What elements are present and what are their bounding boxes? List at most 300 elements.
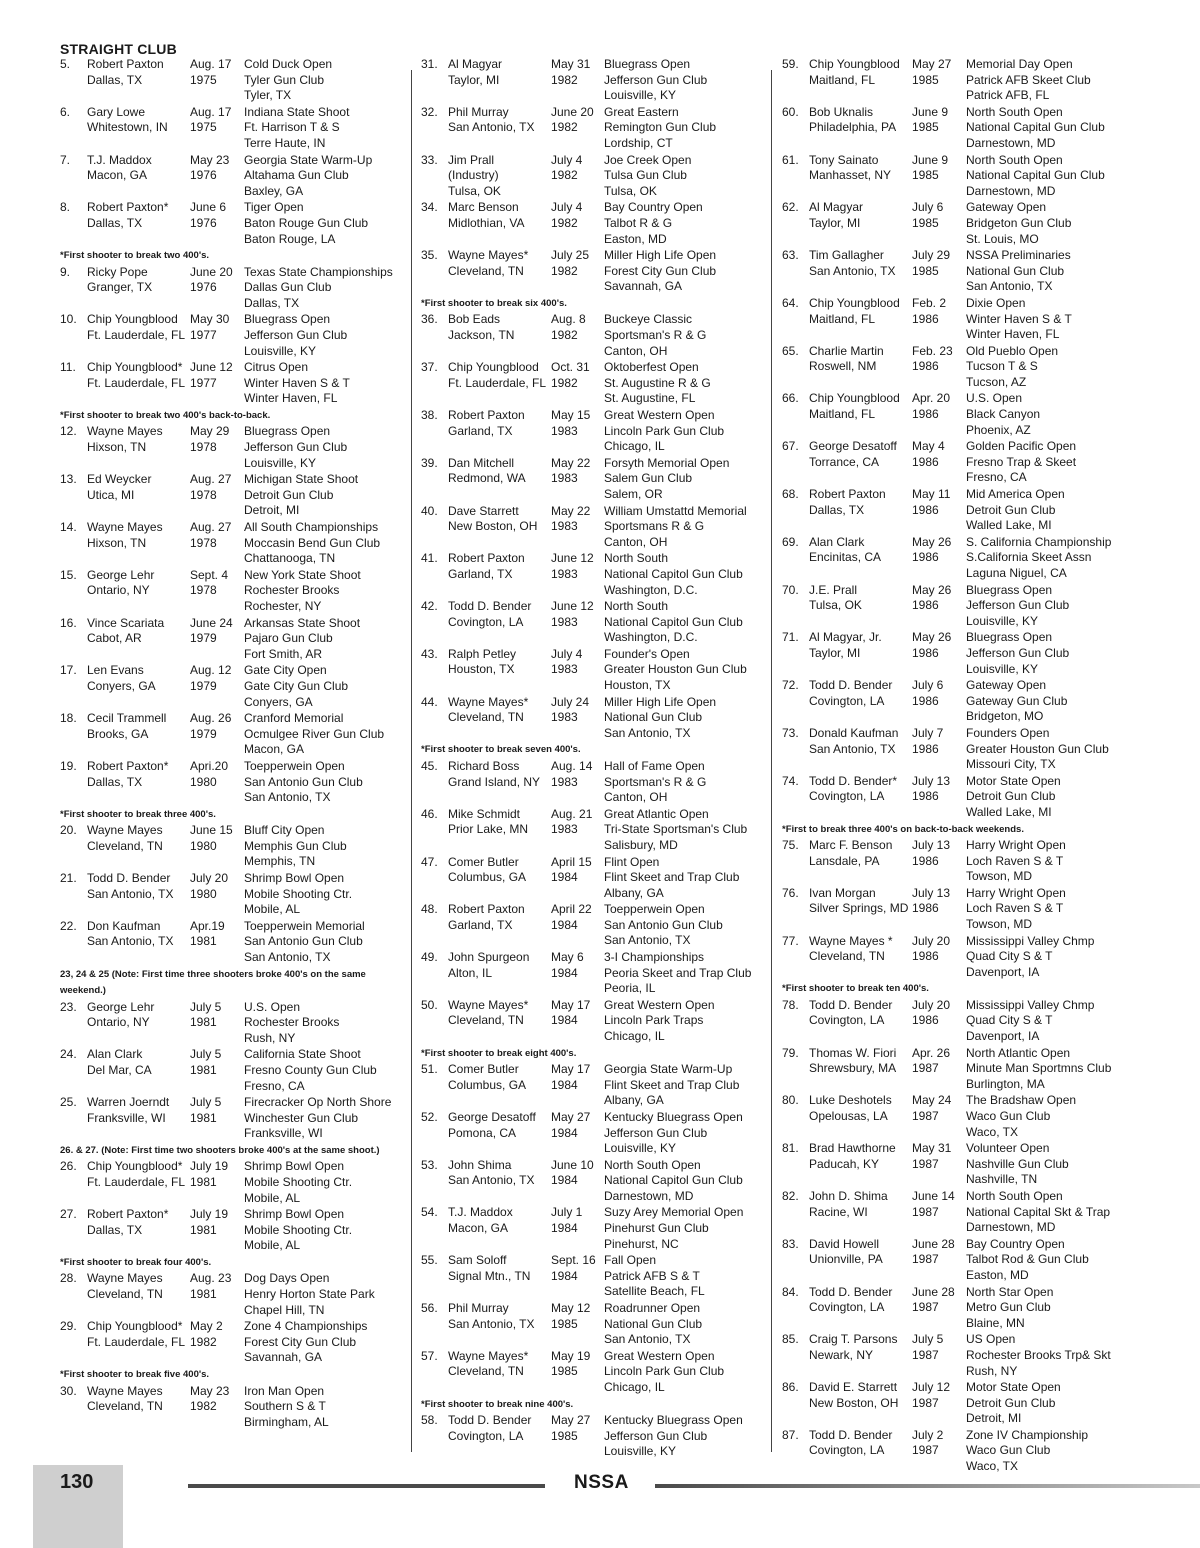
entry-number: 72. <box>782 678 799 693</box>
event-club: Detroit Gun Club <box>966 502 1056 517</box>
list-item <box>782 774 1182 821</box>
event-club: Henry Horton State Park <box>244 1287 375 1302</box>
event-city: Detroit, MI <box>244 503 300 518</box>
shooter-line <box>421 1110 551 1126</box>
shooter-cell <box>60 919 190 966</box>
shooter-line <box>782 886 912 902</box>
shoot-year: 1980 <box>190 886 217 901</box>
date-cell <box>912 774 966 821</box>
shooter-location: San Antonio, TX <box>448 1316 535 1331</box>
shooter-line <box>782 487 912 503</box>
shoot-date: Apr.19 <box>190 918 225 933</box>
shooter-line <box>421 1205 551 1221</box>
shooter-line <box>782 1093 912 1109</box>
event-cell <box>966 774 1182 821</box>
shoot-date: July 5 <box>190 999 222 1014</box>
shoot-year: 1982 <box>551 120 578 135</box>
date-cell <box>190 919 244 966</box>
shoot-date: Aug. 12 <box>190 663 232 678</box>
shoot-year: 1986 <box>912 454 939 469</box>
event-city: Bridgeton, MO <box>966 709 1044 724</box>
date-cell <box>551 950 604 997</box>
shooter-cell <box>782 726 912 773</box>
event-name: NSSA Preliminaries <box>966 248 1071 263</box>
shooter-location: Macon, GA <box>448 1221 509 1236</box>
shooter-name: Sam Soloff <box>448 1253 507 1268</box>
event-name: Cranford Memorial <box>244 711 344 726</box>
shooter-name: Ed Weycker <box>87 472 152 487</box>
shooter-cell <box>782 1046 912 1093</box>
event-name: Mississippi Valley Chmp <box>966 933 1095 948</box>
shooter-location: New Boston, OH <box>448 519 538 534</box>
shooter-location: Covington, LA <box>809 1443 885 1458</box>
shoot-year: 1983 <box>551 566 578 581</box>
shooter-location: Philadelphia, PA <box>809 120 897 135</box>
event-name: California State Shoot <box>244 1047 361 1062</box>
shoot-date: May 15 <box>551 407 591 422</box>
event-cell <box>966 1428 1182 1475</box>
entry-number: 23. <box>60 999 77 1014</box>
entry-number: 18. <box>60 711 77 726</box>
list-item <box>782 1285 1182 1332</box>
date-cell <box>912 886 966 933</box>
shooter-cell <box>421 807 551 854</box>
event-club: Sportsman's R & G <box>604 328 707 342</box>
date-cell <box>912 296 966 343</box>
list-item <box>782 998 1182 1045</box>
event-name: Bluegrass Open <box>244 424 331 439</box>
event-cell <box>604 1301 766 1348</box>
date-cell <box>551 408 604 455</box>
event-city: Salisbury, MD <box>604 837 678 852</box>
list-item <box>782 200 1182 247</box>
event-cell <box>604 1158 766 1205</box>
entry-number: 78. <box>782 997 799 1012</box>
shoot-date: July 5 <box>912 1332 944 1347</box>
footnote: *First shooter to break five 400's. <box>60 1369 210 1381</box>
list-item <box>421 408 766 455</box>
entry-number: 12. <box>60 424 77 439</box>
event-cell <box>604 1062 766 1109</box>
event-name: Mississippi Valley Chmp <box>966 997 1095 1012</box>
entry-number: 76. <box>782 885 799 900</box>
shooter-line <box>421 1062 551 1078</box>
event-cell <box>604 647 766 694</box>
shoot-year: 1987 <box>912 1156 939 1171</box>
shooter-location: Paducah, KY <box>809 1156 880 1171</box>
shooter-name: Todd D. Bender* <box>809 773 898 788</box>
entry-number: 82. <box>782 1188 799 1203</box>
shooter-name: Wayne Mayes* <box>448 248 529 263</box>
event-club: Mobile Shooting Ctr. <box>244 886 353 901</box>
shooter-cell <box>60 1095 190 1142</box>
shoot-date: June 6 <box>190 200 227 215</box>
shoot-date: May 26 <box>912 582 952 597</box>
event-city: Washington, D.C. <box>604 582 698 597</box>
shoot-year: 1979 <box>190 726 217 741</box>
event-cell <box>966 1237 1182 1284</box>
event-name: Forsyth Memorial Open <box>604 455 730 470</box>
shooter-line <box>782 344 912 360</box>
shooter-cell <box>421 57 551 104</box>
shooter-line <box>60 1095 190 1111</box>
list-item <box>60 1159 405 1206</box>
event-cell <box>966 296 1182 343</box>
shoot-year: 1979 <box>190 631 217 646</box>
list-item <box>782 886 1182 933</box>
footnote: *First shooter to break ten 400's. <box>782 983 929 995</box>
shooter-cell <box>421 998 551 1045</box>
event-cell <box>244 424 405 471</box>
list-item <box>421 200 766 247</box>
shooter-cell <box>421 1205 551 1252</box>
shooter-cell <box>60 265 190 312</box>
shooter-name: George Lehr <box>87 999 155 1014</box>
event-name: Iron Man Open <box>244 1383 325 1398</box>
list-item <box>60 265 405 312</box>
shooter-line <box>60 1271 190 1287</box>
event-club: Tri-State Sportsman's Club <box>604 822 748 837</box>
event-cell <box>604 759 766 806</box>
shooter-name: Chip Youngblood* <box>87 1159 183 1174</box>
shoot-date: July 13 <box>912 838 951 852</box>
date-cell <box>551 248 604 295</box>
date-cell <box>190 57 244 104</box>
event-name: Flint Open <box>604 854 660 869</box>
shooter-line <box>60 424 190 440</box>
shooter-cell <box>421 599 551 646</box>
event-club: Rochester Brooks <box>244 583 340 598</box>
entry-number: 11. <box>60 360 76 375</box>
event-club: Gate City Gun Club <box>244 678 349 693</box>
event-city: Louisville, KY <box>244 343 317 358</box>
shooter-line <box>60 1047 190 1063</box>
event-city: Blaine, MN <box>966 1315 1025 1330</box>
shooter-cell <box>782 1237 912 1284</box>
shooter-line <box>60 312 190 328</box>
event-name: Shrimp Bowl Open <box>244 1159 345 1174</box>
shooter-name: Al Magyar <box>448 57 503 71</box>
event-cell <box>244 1159 405 1206</box>
shoot-date: May 2 <box>190 1319 223 1334</box>
date-cell <box>551 1253 604 1300</box>
shooter-name: Tim Gallagher <box>809 248 884 263</box>
shooter-name: John Shima <box>448 1157 512 1172</box>
shooter-cell <box>60 871 190 918</box>
event-name: North Atlantic Open <box>966 1045 1071 1060</box>
list-item <box>782 248 1182 295</box>
list-item <box>421 1349 766 1396</box>
event-cell <box>966 200 1182 247</box>
shooter-location: Houston, TX <box>448 662 515 677</box>
event-club: Southern S & T <box>244 1399 326 1414</box>
entry-number: 58. <box>421 1413 438 1428</box>
shoot-year: 1983 <box>551 710 578 725</box>
event-cell <box>244 312 405 359</box>
shooter-line <box>421 248 551 264</box>
shoot-date: July 5 <box>190 1095 222 1110</box>
event-name: US Open <box>966 1332 1016 1347</box>
shoot-year: 1983 <box>551 774 578 789</box>
shooter-name: Comer Butler <box>448 854 519 869</box>
event-city: Rochester, NY <box>244 599 322 613</box>
event-club: San Antonio Gun Club <box>244 934 363 949</box>
shooter-name: Phil Murray <box>448 104 509 119</box>
event-club: Baton Rouge Gun Club <box>244 215 369 230</box>
shooter-name: Len Evans <box>87 663 144 678</box>
shoot-year: 1976 <box>190 168 217 183</box>
shooter-name: T.J. Maddox <box>448 1205 513 1220</box>
shoot-date: June 20 <box>551 104 594 119</box>
shoot-year: 1984 <box>551 1268 578 1283</box>
shooter-name: Alan Clark <box>87 1047 143 1062</box>
shoot-year: 1985 <box>912 72 939 87</box>
shooter-cell <box>782 248 912 295</box>
shooter-line <box>421 599 551 615</box>
event-cell <box>244 1271 405 1318</box>
shoot-date: Aug. 17 <box>190 104 232 119</box>
event-name: William Umstattd Memorial <box>604 503 747 518</box>
list-item <box>421 360 766 407</box>
date-cell <box>551 599 604 646</box>
event-club: Jefferson Gun Club <box>966 645 1070 660</box>
footnote: *First shooter to break three 400's. <box>60 808 216 820</box>
list-item <box>782 726 1182 773</box>
event-club: Salem Gun Club <box>604 471 693 486</box>
page-number: 130 <box>60 1471 94 1493</box>
event-club: Jefferson Gun Club <box>604 1428 708 1443</box>
event-club: Jefferson Gun Club <box>604 1125 708 1140</box>
event-cell <box>244 568 405 615</box>
shoot-year: 1987 <box>912 1300 939 1315</box>
list-item <box>782 1428 1182 1475</box>
shoot-year: 1985 <box>912 168 939 183</box>
shooter-line <box>421 1253 551 1269</box>
shoot-date: July 6 <box>912 200 944 215</box>
shoot-date: Aug. 14 <box>551 758 593 773</box>
shoot-date: May 4 <box>912 439 945 454</box>
entry-number: 83. <box>782 1236 799 1251</box>
date-cell <box>190 871 244 918</box>
event-city: Chicago, IL <box>604 1380 665 1394</box>
event-city: Tucson, AZ <box>966 374 1027 389</box>
shooter-cell <box>782 535 912 582</box>
shoot-date: May 29 <box>190 424 230 439</box>
event-club: Pinehurst Gun Club <box>604 1221 709 1236</box>
shooter-name: Mike Schmidt <box>448 806 521 821</box>
event-name: Golden Pacific Open <box>966 439 1077 454</box>
shooter-location: Unionville, PA <box>809 1252 883 1267</box>
shooter-line <box>782 1428 912 1444</box>
event-name: Great Western Open <box>604 1348 715 1363</box>
list-item <box>782 1046 1182 1093</box>
shooter-location: Columbus, GA <box>448 870 527 885</box>
shoot-year: 1986 <box>912 407 939 422</box>
shooter-line <box>421 695 551 711</box>
event-cell <box>966 248 1182 295</box>
shooter-line <box>421 759 551 775</box>
shooter-cell <box>421 759 551 806</box>
shooter-name: George Desatoff <box>448 1109 536 1124</box>
shooter-line <box>60 616 190 632</box>
event-cell <box>244 1319 405 1366</box>
entry-number: 40. <box>421 503 438 518</box>
column-2 <box>421 57 766 1461</box>
shoot-year: 1983 <box>551 423 578 438</box>
shoot-date: July 1 <box>551 1205 583 1220</box>
shoot-date: June 9 <box>912 152 949 167</box>
shooter-cell <box>782 1285 912 1332</box>
date-cell <box>190 105 244 152</box>
shooter-location: Taylor, MI <box>448 72 500 87</box>
event-city: San Antonio, TX <box>244 790 331 805</box>
footnote: *First shooter to break two 400's. <box>60 250 210 262</box>
entry-number: 71. <box>782 630 799 645</box>
date-cell <box>551 1301 604 1348</box>
date-cell <box>912 934 966 981</box>
shoot-date: July 24 <box>551 694 590 709</box>
shoot-year: 1986 <box>912 741 939 756</box>
date-cell <box>912 1237 966 1284</box>
shooter-line <box>782 105 912 121</box>
shooter-cell <box>421 153 551 200</box>
event-club: Jefferson Gun Club <box>244 328 348 342</box>
shooter-location: Utica, MI <box>87 487 135 502</box>
shoot-year: 1981 <box>190 1222 217 1237</box>
entry-number: 17. <box>60 663 77 678</box>
shoot-year: 1981 <box>190 1175 217 1189</box>
shooter-name: Comer Butler <box>448 1062 519 1077</box>
shooter-location: Dallas, TX <box>87 1222 143 1237</box>
event-cell <box>604 1253 766 1300</box>
event-name: Joe Creek Open <box>604 152 692 167</box>
event-city: Dallas, TX <box>244 295 300 310</box>
date-cell <box>912 1380 966 1427</box>
shooter-cell <box>60 472 190 519</box>
entry-number: 20. <box>60 823 77 838</box>
date-cell <box>190 711 244 758</box>
shooter-name: Warren Joerndt <box>87 1095 170 1110</box>
event-name: Bluegrass Open <box>604 57 691 71</box>
shooter-name: Wayne Mayes* <box>448 694 529 709</box>
date-cell <box>912 1285 966 1332</box>
shoot-date: May 27 <box>551 1413 591 1428</box>
shooter-cell <box>60 711 190 758</box>
date-cell <box>190 200 244 247</box>
shoot-year: 1981 <box>190 1287 217 1302</box>
event-cell <box>966 1332 1182 1379</box>
shoot-year: 1981 <box>190 1062 217 1077</box>
shooter-cell <box>782 200 912 247</box>
shoot-date: April 15 <box>551 854 592 869</box>
shoot-date: July 20 <box>190 871 229 885</box>
list-item <box>421 1062 766 1109</box>
column-3 <box>782 57 1182 1476</box>
shooter-name: Wayne Mayes <box>87 424 163 439</box>
shoot-year: 1985 <box>912 215 939 230</box>
shoot-date: Aug. 27 <box>190 472 232 487</box>
shooter-name: J.E. Prall <box>809 582 858 597</box>
shooter-line <box>782 439 912 455</box>
event-name: Kentucky Bluegrass Open <box>604 1109 743 1124</box>
date-cell <box>912 726 966 773</box>
event-city: Mobile, AL <box>244 902 301 917</box>
shoot-date: July 6 <box>912 678 944 693</box>
shoot-year: 1987 <box>912 1395 939 1410</box>
list-item <box>421 1253 766 1300</box>
event-club: Mobile Shooting Ctr. <box>244 1175 353 1189</box>
shoot-year: 1984 <box>551 870 578 885</box>
shooter-location: Brooks, GA <box>87 726 149 741</box>
event-city: Franksville, WI <box>244 1126 323 1141</box>
shooter-line <box>421 950 551 966</box>
shoot-year: 1977 <box>190 375 217 390</box>
shooter-name: Marc Benson <box>448 200 519 215</box>
shooter-line <box>60 360 190 376</box>
event-city: Darnestown, MD <box>966 135 1056 150</box>
event-cell <box>604 360 766 407</box>
list-item <box>421 1205 766 1252</box>
shooter-location: Torrance, CA <box>809 454 880 469</box>
shoot-year: 1985 <box>912 120 939 135</box>
shooter-location: San Antonio, TX <box>448 1173 535 1188</box>
entry-number: 80. <box>782 1093 799 1108</box>
event-name: All South Championships <box>244 520 379 535</box>
shoot-year: 1984 <box>551 917 578 932</box>
shooter-name: Al Magyar, Jr. <box>809 630 882 645</box>
shoot-date: May 23 <box>190 152 230 167</box>
list-item <box>782 391 1182 438</box>
shooter-cell <box>782 886 912 933</box>
shooter-line <box>421 312 551 328</box>
shooter-cell <box>782 1093 912 1140</box>
entry-number: 41. <box>421 551 438 566</box>
shoot-year: 1983 <box>551 471 578 486</box>
event-cell <box>244 919 405 966</box>
date-cell <box>551 695 604 742</box>
shooter-location: Cleveland, TN <box>448 1364 524 1379</box>
event-name: Founders Open <box>966 725 1050 740</box>
shooter-location: Encinitas, CA <box>809 550 882 565</box>
shooter-location: Columbus, GA <box>448 1077 527 1092</box>
shooter-name: George Desatoff <box>809 439 897 454</box>
shooter-cell <box>782 439 912 486</box>
event-name: The Bradshaw Open <box>966 1093 1077 1108</box>
shooter-cell <box>782 391 912 438</box>
event-city: Tyler, TX <box>244 88 292 103</box>
event-club: Dallas Gun Club <box>244 280 332 295</box>
shooter-name: Wayne Mayes <box>87 1271 163 1286</box>
shooter-location: Cleveland, TN <box>448 263 524 278</box>
event-name: Bluegrass Open <box>966 630 1053 645</box>
list-item <box>60 919 405 966</box>
event-city: Mobile, AL <box>244 1238 301 1253</box>
shooter-name: Bob Uknalis <box>809 104 874 119</box>
shooter-cell <box>60 568 190 615</box>
date-cell <box>912 583 966 630</box>
entry-number: 63. <box>782 248 799 263</box>
shooter-cell <box>782 1428 912 1475</box>
shoot-date: July 29 <box>912 248 951 263</box>
shooter-line <box>60 57 190 73</box>
event-name: Miller High Life Open <box>604 248 717 263</box>
shooter-cell <box>60 520 190 567</box>
shooter-line <box>782 630 912 646</box>
event-city: Missouri City, TX <box>966 757 1056 772</box>
shooter-line <box>421 807 551 823</box>
shooter-line <box>782 1380 912 1396</box>
shoot-date: July 20 <box>912 933 951 948</box>
